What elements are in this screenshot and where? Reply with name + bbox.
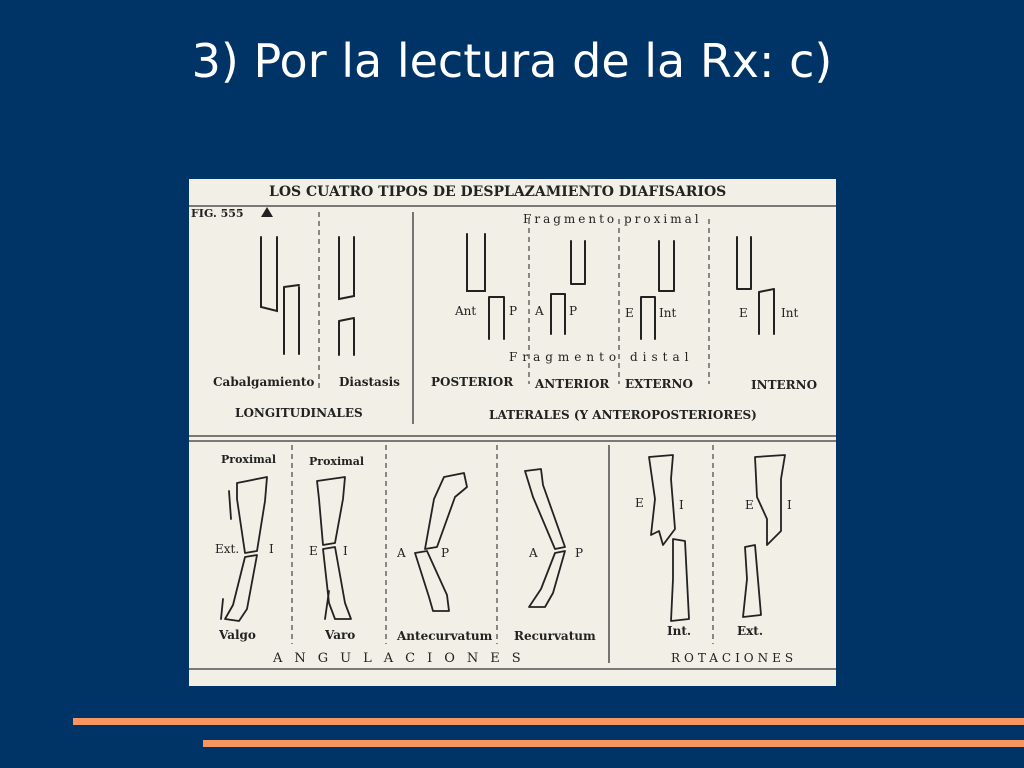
shaft-distal bbox=[551, 294, 565, 334]
side-label-left: A bbox=[535, 304, 544, 318]
slide-title: 3) Por la lectura de la Rx: c) bbox=[191, 34, 833, 88]
panel-name: Valgo bbox=[219, 628, 256, 642]
panel-name: ANTERIOR bbox=[535, 377, 610, 391]
side-label-right: I bbox=[787, 498, 792, 512]
panel-name: Recurvatum bbox=[514, 629, 596, 643]
shaft-proximal bbox=[339, 237, 354, 299]
shaft-proximal bbox=[261, 237, 277, 311]
shaft-proximal bbox=[467, 234, 485, 291]
side-label-left: A bbox=[529, 546, 538, 560]
panel-name: POSTERIOR bbox=[431, 375, 514, 389]
side-label-right: P bbox=[569, 304, 578, 318]
panel-name: EXTERNO bbox=[625, 377, 693, 391]
panel-name: Int. bbox=[667, 624, 692, 638]
group-label: LONGITUDINALES bbox=[235, 406, 363, 420]
bone-distal bbox=[743, 545, 761, 617]
side-label-right: I bbox=[343, 544, 348, 558]
side-label-left: E bbox=[635, 496, 644, 510]
fracture-line bbox=[325, 591, 329, 619]
side-label-right: P bbox=[575, 546, 584, 560]
proximal-fragment-label: Fragmento proximal bbox=[523, 212, 702, 226]
bone-displacement-figure bbox=[189, 179, 836, 686]
side-label-right: Int bbox=[781, 306, 799, 320]
side-label-left: E bbox=[745, 498, 754, 512]
bone-distal bbox=[415, 551, 449, 611]
side-label-left: Ext. bbox=[215, 542, 240, 556]
shaft-distal bbox=[641, 297, 655, 339]
bone-proximal bbox=[237, 477, 267, 553]
shaft-distal bbox=[489, 297, 504, 339]
top-label: Proximal bbox=[221, 453, 277, 466]
shaft-distal bbox=[339, 318, 354, 355]
side-label-right: I bbox=[269, 542, 274, 556]
top-label: Proximal bbox=[309, 455, 365, 468]
side-label-right: P bbox=[509, 304, 518, 318]
bone-proximal bbox=[317, 477, 345, 545]
side-label-left: A bbox=[397, 546, 406, 560]
shaft-proximal bbox=[659, 241, 674, 291]
figure-heading: LOS CUATRO TIPOS DE DESPLAZAMIENTO DIAFISARIOS bbox=[269, 184, 727, 200]
group-label: ROTACIONES bbox=[671, 651, 798, 665]
bone-distal bbox=[225, 555, 257, 621]
shaft-distal bbox=[759, 289, 774, 334]
side-label-right: P bbox=[441, 546, 450, 560]
figure-drawing bbox=[189, 179, 836, 686]
side-label-left: E bbox=[625, 306, 634, 320]
bone-distal bbox=[671, 539, 689, 621]
accent-stripe bbox=[73, 718, 1024, 725]
bone-proximal bbox=[425, 473, 467, 549]
panel-name: Ext. bbox=[737, 624, 764, 638]
shaft-distal bbox=[284, 285, 299, 354]
bone-proximal bbox=[755, 455, 785, 545]
distal-fragment-label: Fragmento distal bbox=[509, 350, 694, 364]
shaft-proximal bbox=[571, 241, 585, 284]
group-label: LATERALES (Y ANTEROPOSTERIORES) bbox=[489, 408, 757, 422]
fig-label: FIG. 555 bbox=[191, 207, 244, 220]
panel-name: INTERNO bbox=[751, 378, 818, 392]
side-label-left: E bbox=[309, 544, 318, 558]
side-label-left: E bbox=[739, 306, 748, 320]
panel-name: Varo bbox=[325, 628, 356, 642]
side-label-right: I bbox=[679, 498, 684, 512]
accent-stripe bbox=[203, 740, 1024, 747]
group-label: ANGULACIONES bbox=[273, 651, 533, 666]
shaft-proximal bbox=[737, 237, 751, 289]
bone-proximal bbox=[649, 455, 675, 545]
side-label-left: Ant bbox=[455, 304, 477, 318]
panel-name: Diastasis bbox=[339, 375, 400, 389]
bone-proximal bbox=[525, 469, 565, 549]
panel-name: Cabalgamiento bbox=[213, 375, 315, 389]
panel-name: Antecurvatum bbox=[397, 629, 493, 643]
triangle-up-icon bbox=[261, 207, 273, 217]
side-label-right: Int bbox=[659, 306, 677, 320]
